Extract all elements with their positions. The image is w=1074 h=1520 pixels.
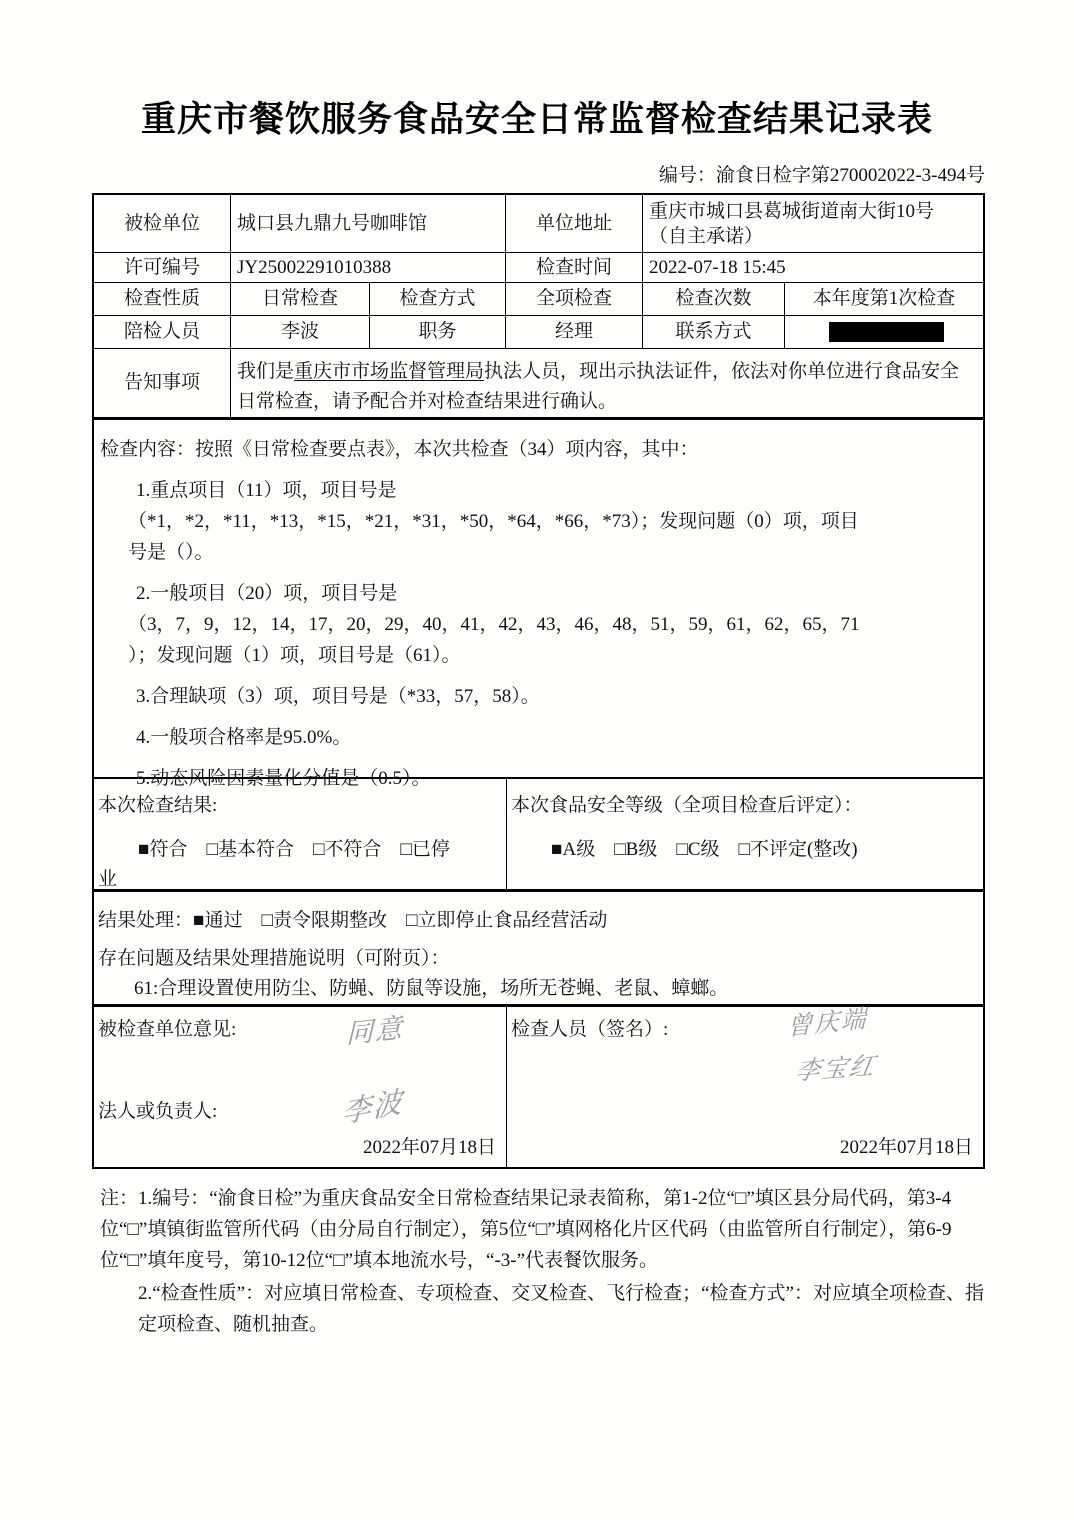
unit-address-value <box>642 195 983 252</box>
inspection-count-value: 本年度第1次检查 <box>784 283 983 315</box>
unit-address-line2: （自主承诺） <box>649 225 764 247</box>
footnotes <box>100 1183 988 1340</box>
inspector-signature-cell <box>506 1007 983 1167</box>
safety-grade-cell <box>506 779 983 889</box>
notice-label: 告知事项 <box>123 372 200 394</box>
escort-person-label: 陪检人员 <box>123 321 200 343</box>
inspector-sign-date: 2022年07月18日 <box>839 1137 973 1159</box>
inspection-time-label: 检查时间 <box>505 253 642 282</box>
handling-line1: 结果处理：■通过 □责令限期整改 □立即停止食品经营活动 <box>98 910 608 931</box>
contact-value-redacted <box>784 316 983 348</box>
result-options-line2: 业 <box>98 869 118 890</box>
inspection-time-value: 2022-07-18 15:45 <box>642 253 983 282</box>
unit-opinion-label: 被检查单位意见: <box>98 1019 237 1040</box>
unit-sign-date: 2022年07月18日 <box>362 1137 496 1159</box>
table-row <box>94 348 983 417</box>
unit-address-label: 单位地址 <box>505 195 642 252</box>
safety-grade-title: 本次食品安全等级（全项目检查后评定）： <box>511 795 863 816</box>
content-item5: 5.动态风险因素量化分值是（0.5）。 <box>136 768 431 789</box>
handling-line2: 存在问题及结果处理措施说明（可附页）： <box>98 948 450 969</box>
table-row <box>94 195 983 252</box>
license-number-value: JY25002291010388 <box>230 253 505 282</box>
inspected-unit-value: 城口县九鼎九号咖啡馆 <box>230 195 505 252</box>
safety-grade-options-line: ■A级 □B级 □C级 □不评定(整改) <box>551 839 858 860</box>
page-title: 重庆市餐饮服务食品安全日常监督检查结果记录表 <box>140 100 933 139</box>
notice-text-post: 执法人员，现出示执法证件，依法对你单位进行食品安全日常检查，请予配合并对检查结果进行确认。 <box>237 361 960 412</box>
content-item2-line2: （3，7，9，12，14，17，20，29，40，41，42，43，46，48，51，59，61，62，65，71 <box>128 614 860 635</box>
content-intro: 检查内容：按照《日常检查要点表》，本次共检查（34）项内容，其中： <box>100 439 699 460</box>
inspector-label: 检查人员（签名）: <box>511 1019 669 1040</box>
handling-section <box>94 889 983 1004</box>
content-item2-line1: 2.一般项目（20）项，项目号是 <box>136 583 398 604</box>
inspection-form-table <box>92 193 985 1169</box>
safety-grade-options <box>511 835 977 865</box>
inspection-count-label: 检查次数 <box>642 283 784 315</box>
table-row <box>94 282 983 315</box>
redaction-bar <box>829 322 944 342</box>
table-row <box>94 315 983 348</box>
footnote-2: 2.“检查性质”：对应填日常检查、专项检查、交叉检查、飞行检查；“检查方式”：对应填全项检查、指定项检查、随机抽查。 <box>138 1283 984 1335</box>
result-left-cell <box>94 779 506 889</box>
legal-person-label: 法人或负责人: <box>98 1101 218 1122</box>
unit-opinion-signature: 同意 <box>346 1012 404 1050</box>
result-options <box>98 835 500 895</box>
legal-person-signature: 李波 <box>341 1086 405 1130</box>
inspected-unit-label: 被检单位 <box>123 212 200 234</box>
inspector-signature-2: 李宝红 <box>792 1052 879 1087</box>
content-item3: 3.合理缺项（3）项，项目号是（*33，57，58）。 <box>136 686 540 707</box>
inspection-content-cell <box>94 420 983 789</box>
duty-label: 职务 <box>369 316 505 348</box>
inspected-unit-opinion-cell <box>94 1007 506 1167</box>
content-item4: 4.一般项合格率是95.0%。 <box>136 727 352 748</box>
result-options-line1: ■符合 □基本符合 □不符合 □已停 <box>138 839 450 860</box>
inspection-method-value: 全项检查 <box>505 283 642 315</box>
doc-number: 编号：渝食日检字第270002022-3-494号 <box>658 165 985 186</box>
signature-section <box>94 1004 983 1167</box>
content-item2-line3: ）；发现问题（1）项，项目号是（61）。 <box>128 645 461 666</box>
content-item1-line3: 号是（）。 <box>128 542 214 563</box>
content-item1-line1: 1.重点项目（11）项，项目号是 <box>136 480 397 501</box>
notice-text <box>230 349 983 417</box>
notice-text-authority: 重庆市市场监督管理局 <box>294 361 485 382</box>
notice-text-pre: 我们是 <box>237 361 295 382</box>
inspection-nature-value: 日常检查 <box>230 283 369 315</box>
table-row <box>94 252 983 282</box>
inspection-content-section <box>94 417 983 789</box>
footnote-1: 注：1.编号：“渝食日检”为重庆食品安全日常检查结果记录表简称，第1-2位“□”填区县分局代码，第3-4位“□”填镇街监管所代码（由分局自行制定），第5位“□”填网格化片区代码（由监管所自行制定），第6-9位“□”填年度号，第10-12位“□”填本地流水号，“-3-”代表餐饮服务。 <box>100 1188 952 1271</box>
inspection-method-label: 检查方式 <box>369 283 505 315</box>
result-title: 本次检查结果: <box>98 795 218 816</box>
handling-cell <box>94 892 983 1004</box>
escort-person-value: 李波 <box>230 316 369 348</box>
result-section <box>94 777 983 889</box>
unit-address-line1: 重庆市城口县葛城街道南大街10号 <box>649 201 935 222</box>
handling-line3: 61:合理设置使用防尘、防蝇、防鼠等设施，场所无苍蝇、老鼠、蟑螂。 <box>134 978 729 999</box>
license-number-label: 许可编号 <box>123 256 200 278</box>
inspection-nature-label: 检查性质 <box>123 288 200 310</box>
contact-label: 联系方式 <box>642 316 784 348</box>
duty-value: 经理 <box>505 316 642 348</box>
content-item1-line2: （*1，*2，*11，*13，*15，*21，*31，*50，*64，*66，*73）；发现问题（0）项，项目 <box>128 511 859 532</box>
inspector-signature-1: 曾庆端 <box>787 1005 868 1042</box>
